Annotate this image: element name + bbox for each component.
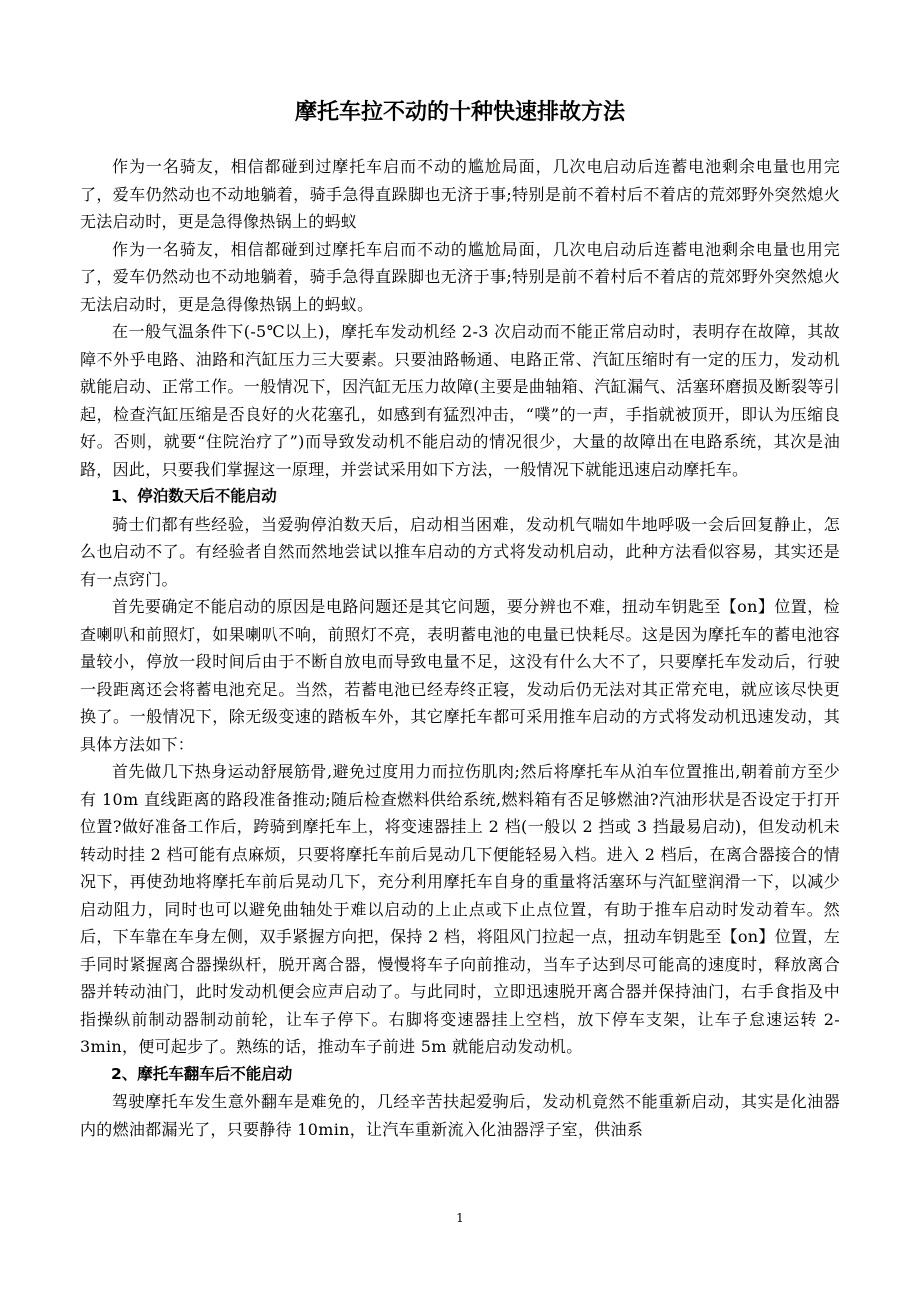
section-2-paragraph-1: 驾驶摩托车发生意外翻车是难免的，几经辛苦扶起爱驹后，发动机竟然不能重新启动，其实是化油器内的燃油都漏光了，只要静待 10min，让汽车重新流入化油器浮子室，供油系 xyxy=(80,1092,840,1139)
document-title: 摩托车拉不动的十种快速排故方法 xyxy=(294,100,625,125)
section-1-paragraph-2: 首先要确定不能启动的原因是电路问题还是其它问题，要分辨也不难，扭动车钥匙至【on】位置，检查喇叭和前照灯，如果喇叭不响，前照灯不亮，表明蓄电池的电量已快耗尽。这是因为摩托车的蓄电池容量较小，停放一段时间后由于不断自放电而导致电量不足，这没有什么大不了，只要摩托车发动后，行驶一段距离还会将蓄电池充足。当然，若蓄电池已经寿终正寝，发动后仍无法对其正常充电，就应该尽快更换了。一般情况下，除无级变速的踏板车外，其它摩托车都可采用推车启动的方式将发动机迅速发动，其具体方法如下： xyxy=(80,597,840,754)
section-1-paragraph-1: 骑士们都有些经验，当爱驹停泊数天后，启动相当困难，发动机气喘如牛地呼吸一会后回复静止，怎么也启动不了。有经验者自然而然地尝试以推车启动的方式将发动机启动，此种方法看似容易，其实还是有一点窍门。 xyxy=(80,514,840,589)
intro-paragraph-1: 作为一名骑友，相信都碰到过摩托车启而不动的尴尬局面，几次电启动后连蓄电池剩余电量也用完了，爱车仍然动也不动地躺着，骑手急得直跺脚也无济于事;特别是前不着村后不着店的荒郊野外突然熄火无法启动时，更是急得像热锅上的蚂蚁 xyxy=(80,157,840,231)
section-1-paragraph-3: 首先做几下热身运动舒展筋骨,避免过度用力而拉伤肌肉;然后将摩托车从泊车位置推出,朝着前方至少有 10m 直线距离的路段准备推动;随后检查燃料供给系统,燃料箱有否足够燃油?汽油形状是否设定于打开位置?做好准备工作后，跨骑到摩托车上，将变速器挂上 2 档(一般以 2 挡或 3 挡最易启动)，但发动机未转动时挂 2 档可能有点麻烦，只要将摩托车前后晃动几下便能轻易入档。进入 2 档后，在离合器接合的情况下，再使劲地将摩托车前后晃动几下，充分利用摩托车自身的重量将活塞环与汽缸壁润滑一下，以减少启动阻力，同时也可以避免曲轴处于难以启动的上止点或下止点位置，有助于推车启动时发动着车。然后，下车靠在车身左侧，双手紧握方向把，保持 2 档，将阻风门拉起一点，扭动车钥匙至【on】位置，左手同时紧握离合器操纵杆，脱开离合器，慢慢将车子向前推动，当车子达到尽可能高的速度时，释放离合器并转动油门，此时发动机便会应声启动了。与此同时，立即迅速脱开离合器并保持油门，右手食指及中指操纵前制动器制动前轮，让车子停下。右脚将变速器挂上空档，放下停车支架，让车子怠速运转 2-3min，便可起步了。熟练的话，推动车子前进 5m 就能启动发动机。 xyxy=(80,762,840,1056)
document-page xyxy=(80,0,840,1302)
page-number: 1 xyxy=(456,1211,464,1225)
section-2-heading: 2、摩托车翻车后不能启动 xyxy=(111,1064,293,1083)
intro-paragraph-2: 作为一名骑友，相信都碰到过摩托车启而不动的尴尬局面，几次电启动后连蓄电池剩余电量也用完了，爱车仍然动也不动地躺着，骑手急得直跺脚也无济于事;特别是前不着村后不着店的荒郊野外突然熄火无法启动时，更是急得像热锅上的蚂蚁。 xyxy=(80,239,840,314)
document-body xyxy=(80,153,840,1143)
intro-paragraph-3: 在一般气温条件下(-5℃以上)，摩托车发动机经 2-3 次启动而不能正常启动时，表明存在故障，其故障不外乎电路、油路和汽缸压力三大要素。只要油路畅通、电路正常、汽缸压缩时有一定的压力，发动机就能启动、正常工作。一般情况下，因汽缸无压力故障(主要是曲轴箱、汽缸漏气、活塞环磨损及断裂等引起，检查汽缸压缩是否良好的火花塞孔，如感到有猛烈冲击，“噗”的一声，手指就被顶开，即认为压缩良好。否则，就要“住院治疗了”)而导致发动机不能启动的情况很少，大量的故障出在电路系统，其次是油路，因此，只要我们掌握这一原理，并尝试采用如下方法，一般情况下就能迅速启动摩托车。 xyxy=(80,322,840,479)
section-1-heading: 1、停泊数天后不能启动 xyxy=(111,487,277,505)
